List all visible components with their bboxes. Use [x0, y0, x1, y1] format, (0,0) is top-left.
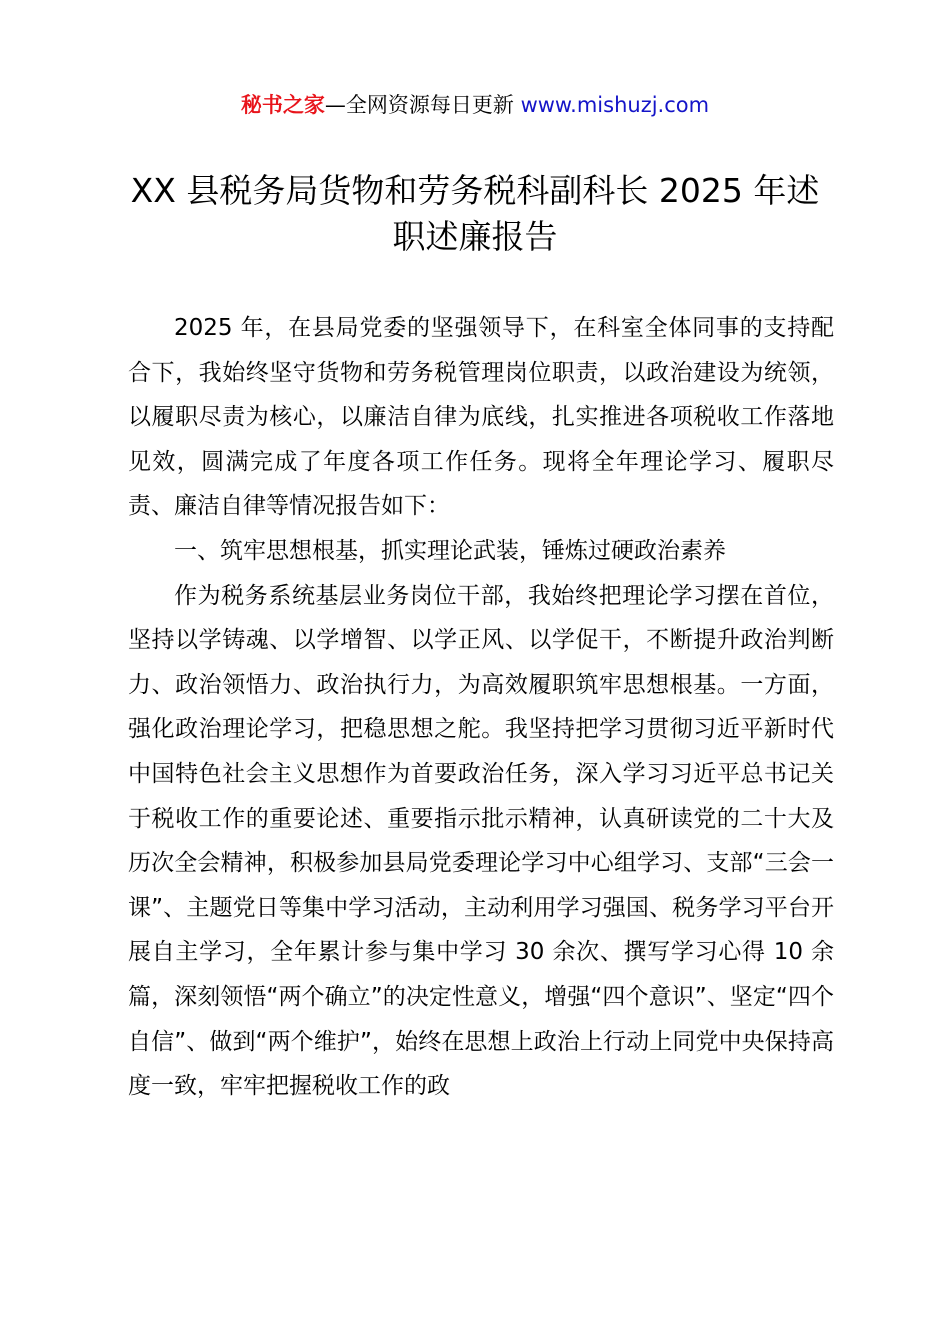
- intro-paragraph: 2025 年，在县局党委的坚强领导下，在科室全体同事的支持配合下，我始终坚守货物和劳务税管理岗位职责，以政治建设为统领，以履职尽责为核心，以廉洁自律为底线，扎实推进各项税收工作落地见效，圆满完成了年度各项工作任务。现将全年理论学习、履职尽责、廉洁自律等情况报告如下：: [128, 315, 834, 520]
- brand-name: 秘书之家: [240, 93, 325, 117]
- site-url-link[interactable]: www.mishuzj.com: [520, 93, 710, 117]
- body-paragraph: 作为税务系统基层业务岗位干部，我始终把理论学习摆在首位，坚持以学铸魂、以学增智、以学正风、以学促干，不断提升政治判断力、政治领悟力、政治执行力，为高效履职筑牢思想根基。一方面，强化政治理论学习，把稳思想之舵。我坚持把学习贯彻习近平新时代中国特色社会主义思想作为首要政治任务，深入学习习近平总书记关于税收工作的重要论述、重要指示批示精神，认真研读党的二十大及历次全会精神，积极参加县局党委理论学习中心组学习、支部“三会一课”、主题党日等集中学习活动，主动利用学习强国、税务学习平台开展自主学习，全年累计参与集中学习 30 余次、撰写学习心得 10 余篇，深刻领悟“两个确立”的决定性意义，增强“四个意识”、坚定“四个自信”、做到“两个维护”，始终在思想上政治上行动上同党中央保持高度一致，牢牢把握税收工作的政: [128, 582, 834, 1100]
- section-heading: 一、筑牢思想根基，抓实理论武装，锤炼过硬政治素养: [174, 537, 726, 564]
- banner-tagline: —全网资源每日更新: [324, 93, 521, 117]
- site-banner: [0, 88, 950, 122]
- document-body: [128, 306, 834, 1109]
- document-title: XX 县税务局货物和劳务税科副科长 2025 年述职述廉报告: [130, 171, 820, 256]
